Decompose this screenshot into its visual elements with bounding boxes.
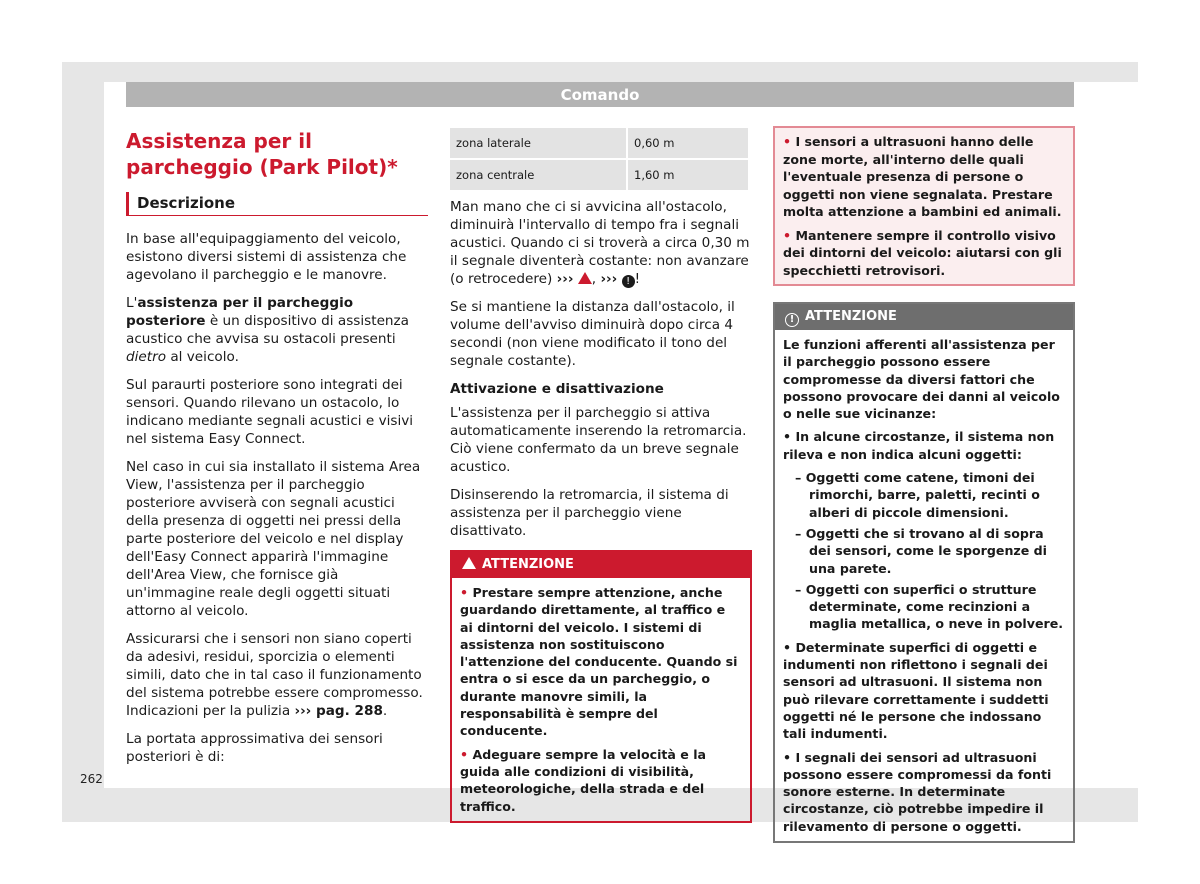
paragraph-deactivation: Disinserendo la retromarcia, il sistema di assistenza per il parcheggio viene disattivato. <box>450 487 729 539</box>
paragraph-sensors: Sul paraurti posteriore sono integrati dei sensori. Quando rilevano un ostacolo, lo indicano mediante segnali acustici e visivi nel sistema Easy Connect. <box>126 377 414 447</box>
column-right <box>773 126 1075 843</box>
section-subtitle: Descrizione <box>126 192 428 216</box>
page-number: 262 <box>80 772 103 786</box>
notice-circle-icon: ! <box>785 313 799 327</box>
page-title: Assistenza per il parcheggio (Park Pilot)* <box>126 129 398 179</box>
page-link[interactable]: pag. 288 <box>311 703 383 719</box>
cross-ref-arrow-icon: ››› <box>294 703 312 719</box>
table-row <box>450 128 750 158</box>
list-item: • Determinate superfici di oggetti e indumenti non riflettono i segnali dei sensori ad ultrasuoni. Il sistema non può rilevare correttamente i suddetti oggetti né le persone che indossano tali indumenti. <box>783 639 1049 742</box>
list-item: • Adeguare sempre la velocità e la guida alle condizioni di visibilità, meteorologiche, della strada e del traffico. <box>460 746 707 814</box>
column-middle <box>450 126 752 823</box>
notice-circle-icon: ! <box>622 275 635 288</box>
list-item: • In alcune circostanze, il sistema non rileva e non indica alcuni oggetti: <box>783 429 1055 462</box>
paragraph-intro: In base all'equipaggiamento del veicolo, esistono diversi sistemi di assistenza che agevolano il parcheggio e le manovre. <box>126 231 407 283</box>
list-item: • Mantenere sempre il controllo visivo dei dintorni del veicolo: aiutarsi con gli specchietti retrovisori. <box>783 227 1062 278</box>
warning-box-grey <box>773 302 1075 843</box>
table-cell-label: zona centrale <box>450 160 628 190</box>
table-cell-value: 1,60 m <box>628 160 750 190</box>
warning-triangle-icon <box>578 272 592 284</box>
list-item: • I sensori a ultrasuoni hanno delle zone morte, all'interno delle quali l'eventuale presenza di persone o oggetti non viene segnalata. Prestare molta attenzione a bambini ed animali. <box>783 134 1062 219</box>
warning-intro: Le funzioni afferenti all'assistenza per il parcheggio possono essere compromesse da diversi fattori che possono provocare dei danni al veicolo o nelle sue vicinanze: <box>783 337 1060 422</box>
paragraph-volume: Se si mantiene la distanza dall'ostacolo, il volume dell'avviso diminuirà dopo circa 4 secondi (non viene modificato il tono del segnale costante). <box>450 299 735 369</box>
section-header: Comando <box>126 82 1074 107</box>
cross-ref-arrow-icon: ››› <box>600 271 618 287</box>
column-left <box>126 128 428 776</box>
list-subitem: – Oggetti che si trovano al di sopra dei sensori, come le sporgenze di una parete. <box>795 525 1047 576</box>
range-table <box>450 126 750 192</box>
paragraph-rear-assist: L'assistenza per il parcheggio posteriore è un dispositivo di assistenza acustico che avvisa su ostacoli presenti dietro al veicolo. <box>126 295 410 365</box>
warning-header: ATTENZIONE <box>452 552 750 578</box>
warning-header: ! ATTENZIONE <box>775 304 1073 330</box>
paragraph-approach: Man mano che ci si avvicina all'ostacolo, diminuirà l'intervallo di tempo fra i segnali acustici. Quando ci si troverà a circa 0,30 m il segnale diventerà costante: non avanzare (o retrocedere) ››› , ››› ! ! <box>450 199 750 287</box>
warning-triangle-icon <box>462 557 476 569</box>
list-item: • I segnali dei sensori ad ultrasuoni possono essere compromessi da fonti sonore esterne. In determinate circostanze, ciò potrebbe impedire il rilevamento di persone o oggetti. <box>783 749 1052 834</box>
warning-body <box>775 330 1073 841</box>
table-row <box>450 160 750 190</box>
list-item: • Prestare sempre attenzione, anche guardando direttamente, al traffico e ai dintorni del veicolo. I sistemi di assistenza non sostituiscono l'attenzione del conducente. Quando si entra o si esce da un parcheggio, o durante manovre simili, la responsabilità è sempre del conducente. <box>460 585 738 739</box>
warning-body <box>452 578 750 821</box>
warning-continuation-box <box>773 126 1075 286</box>
cross-ref-arrow-icon: ››› <box>556 271 574 287</box>
table-cell-value: 0,60 m <box>628 128 750 158</box>
paragraph-area-view: Nel caso in cui sia installato il sistema Area View, l'assistenza per il parcheggio posteriore avviserà con segnali acustici della presenza di oggetti nei pressi della parte posteriore del veicolo e nel display dell'Easy Connect apparirà l'immagine dell'Area View, che fornisce già un'immagine reale degli oggetti situati attorno al veicolo. <box>126 459 421 619</box>
paragraph-range: La portata approssimativa dei sensori posteriori è di: <box>126 731 383 765</box>
paragraph-activation: L'assistenza per il parcheggio si attiva automaticamente inserendo la retromarcia. Ciò viene confermato da un breve segnale acustico. <box>450 405 747 475</box>
activation-heading: Attivazione e disattivazione <box>450 381 664 397</box>
list-subitem: – Oggetti come catene, timoni dei rimorchi, barre, paletti, recinti o alberi di piccole dimensioni. <box>795 470 1040 520</box>
warning-box-red <box>450 550 752 823</box>
list-subitem: – Oggetti con superfici o strutture determinate, come recinzioni a maglia metallica, o neve in polvere. <box>795 581 1064 632</box>
paragraph-cleaning: Assicurarsi che i sensori non siano coperti da adesivi, residui, sporcizia o elementi simili, dato che in tal caso il funzionamento del sistema potrebbe essere compromesso. Indicazioni per la pulizia ››› pag. 288. <box>126 631 423 719</box>
table-cell-label: zona laterale <box>450 128 628 158</box>
